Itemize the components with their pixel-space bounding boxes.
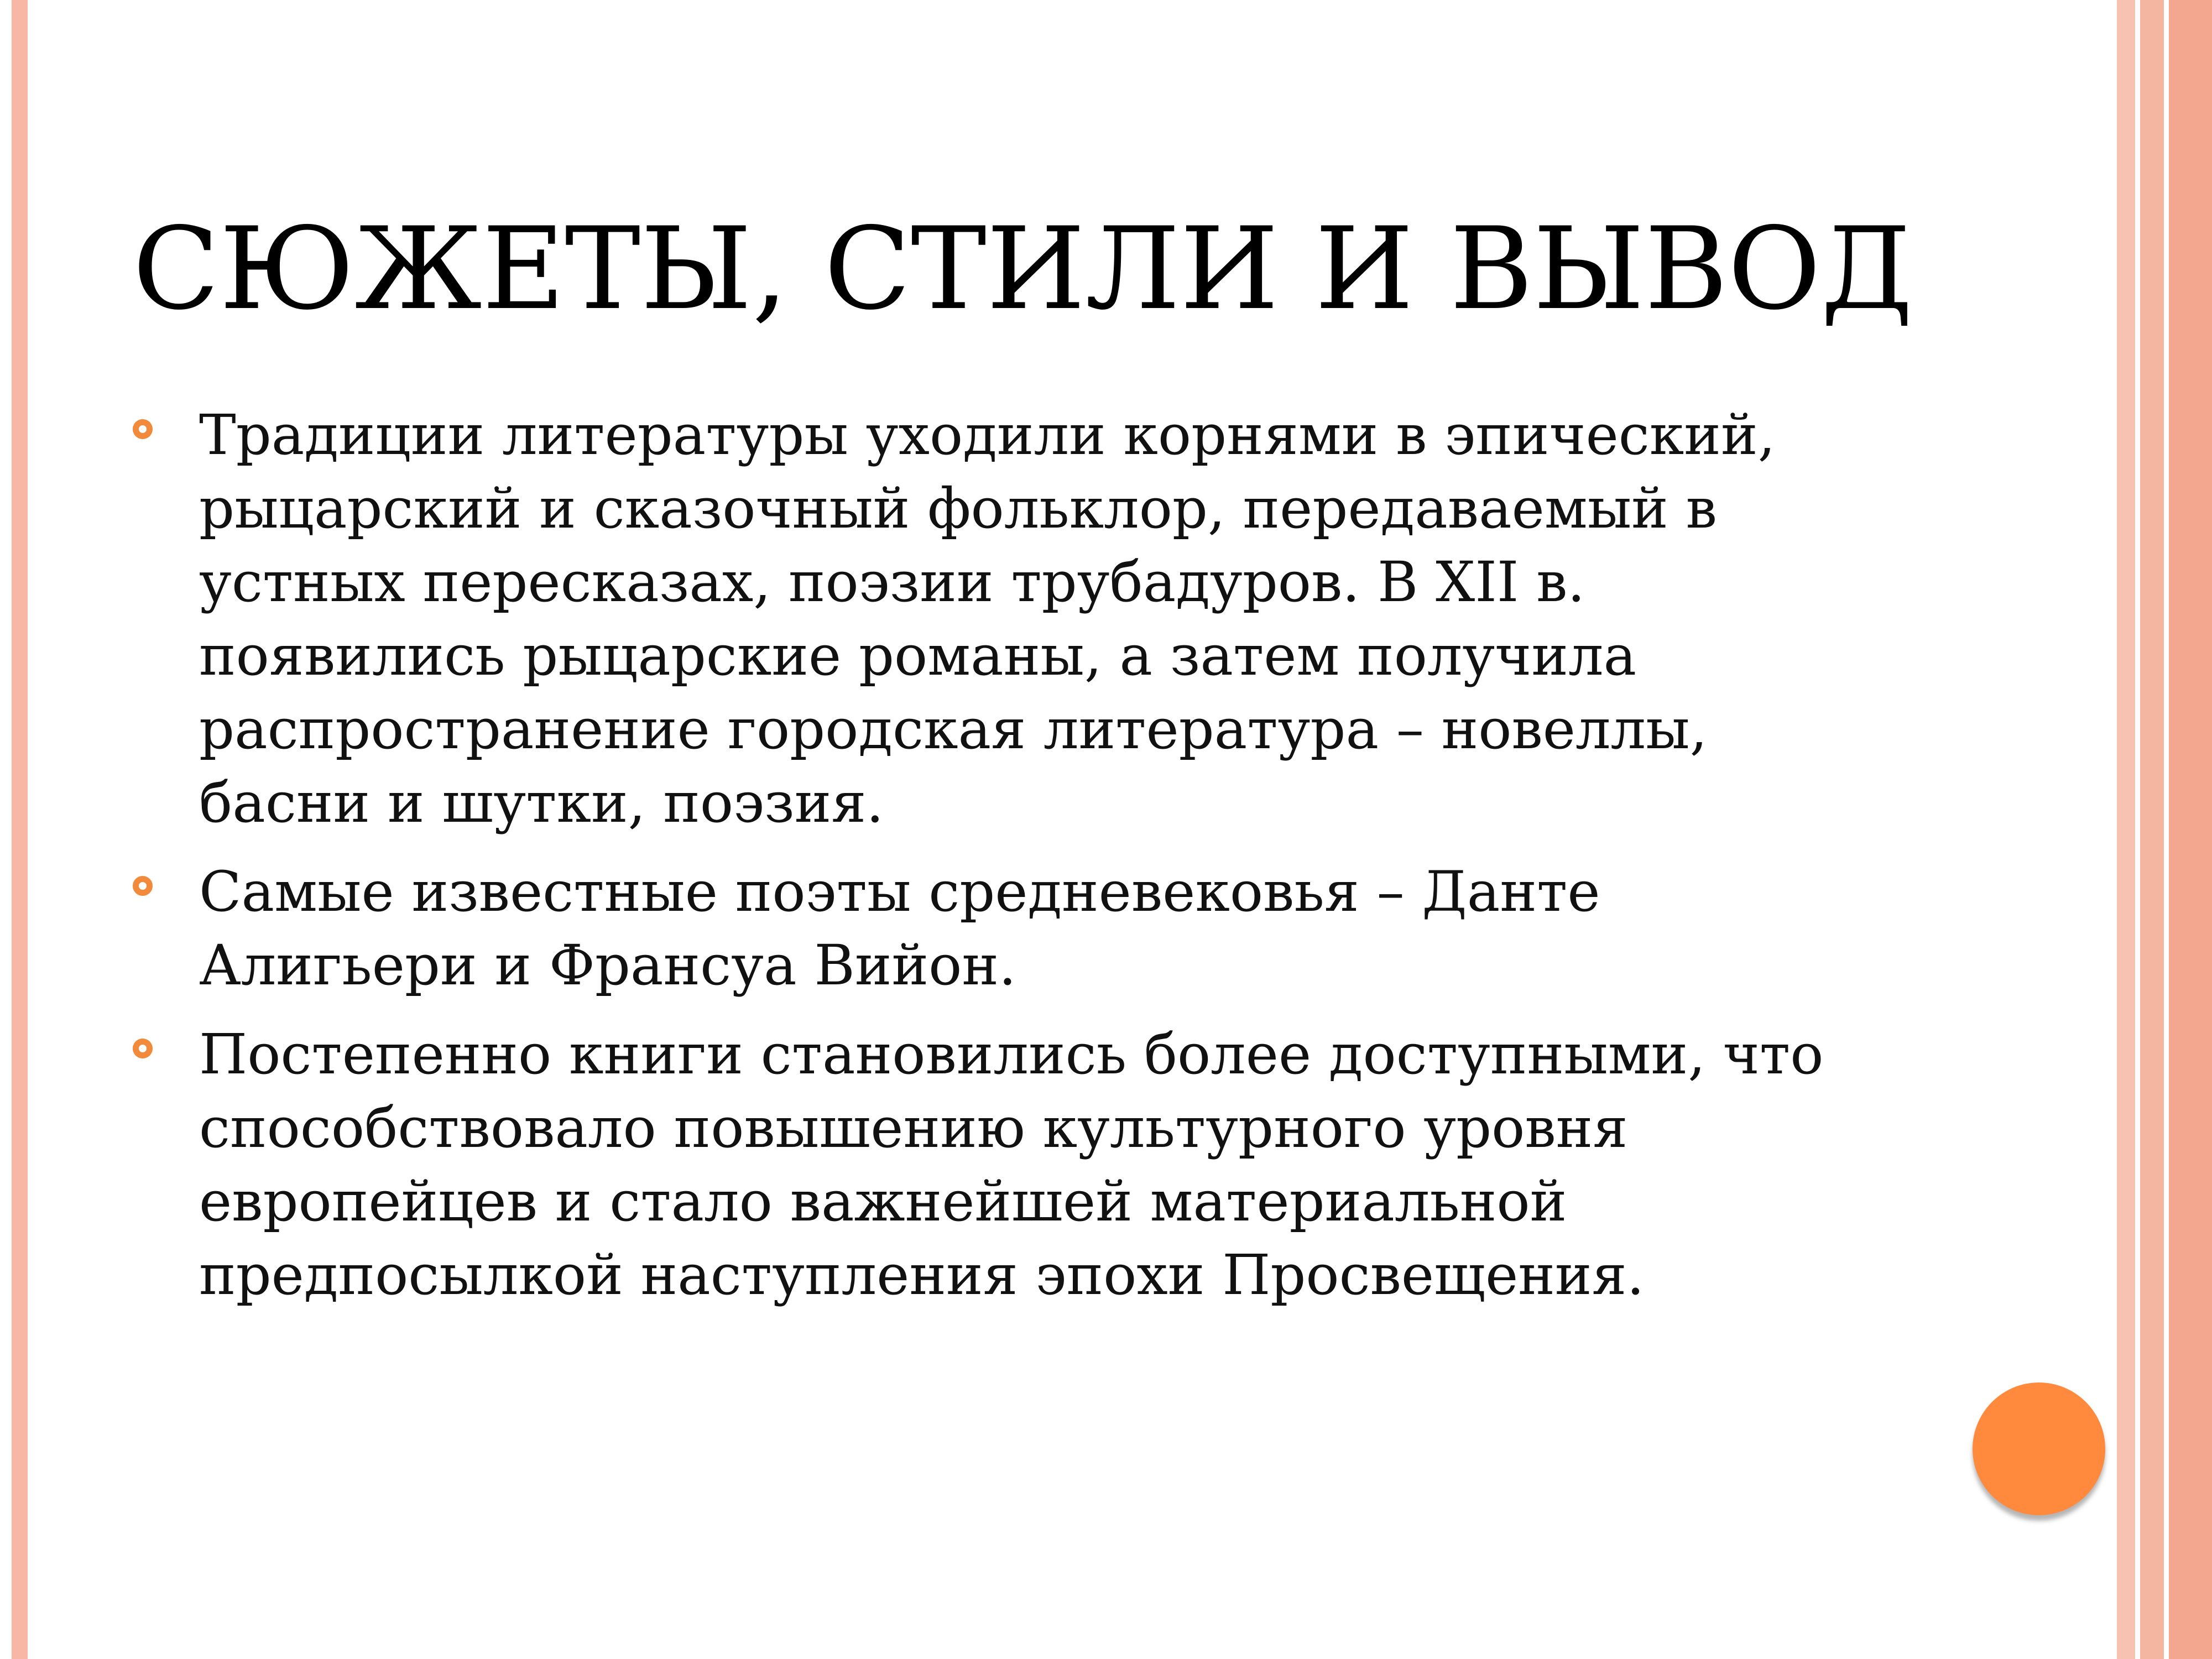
slide-title: СЮЖЕТЫ, СТИЛИ И ВЫВОД <box>133 204 1913 335</box>
bullet-item <box>133 1018 2002 1312</box>
bullet-text: Самые известные поэты средневековья – Данте Алигьери и Франсуа Вийон. <box>199 859 1600 998</box>
bullet-circle-icon <box>133 876 153 896</box>
left-decorative-stripe <box>12 0 28 1659</box>
right-decorative-stripe-2 <box>2140 0 2164 1659</box>
bullet-circle-icon <box>133 419 153 439</box>
bullet-text: Традиции литературы уходили корнями в эпический, рыцарский и сказочный фольклор, передаваемый в устных пересказах, поэзии трубадуров. В XII в. появились рыцарские романы, а затем получила распространение городская литература – новеллы, басни и шутки, поэзия. <box>199 403 1776 835</box>
right-decorative-stripe-3 <box>2169 0 2212 1659</box>
right-decorative-stripe-1 <box>2117 0 2135 1659</box>
bullet-item <box>133 398 2002 839</box>
bullet-circle-icon <box>133 1039 153 1058</box>
bullet-item <box>133 855 2002 1002</box>
bullet-list <box>133 398 2002 1327</box>
bullet-text: Постепенно книги становились более доступными, что способствовало повышению культурного уровня европейцев и стало важнейшей материальной предпосылкой наступления эпохи Просвещения. <box>199 1022 1824 1307</box>
orange-circle-icon <box>1973 1383 2105 1515</box>
